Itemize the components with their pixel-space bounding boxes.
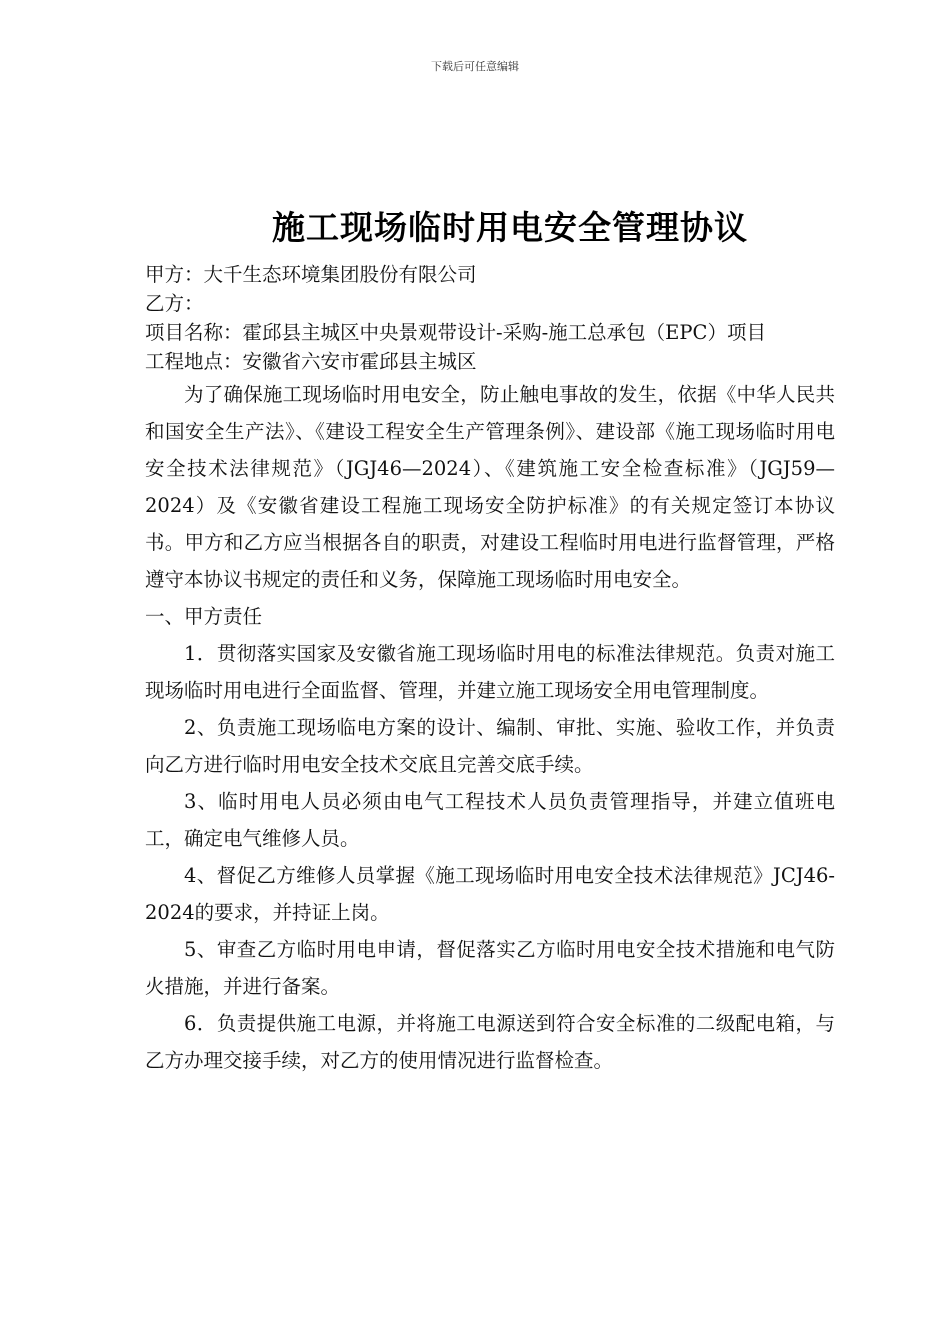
- clause-item: 6．负责提供施工电源，并将施工电源送到符合安全标准的二级配电箱，与乙方办理交接手续，对乙方的使用情况进行监督检查。: [145, 1012, 835, 1072]
- clause-item: 5、审查乙方临时用电申请，督促落实乙方临时用电安全技术措施和电气防火措施，并进行备案。: [145, 938, 835, 998]
- document-title: 施工现场临时用电安全管理协议: [272, 208, 748, 247]
- clause-item: 1．贯彻落实国家及安徽省施工现场临时用电的标准法律规范。负责对施工现场临时用电进行全面监督、管理，并建立施工现场安全用电管理制度。: [145, 642, 835, 702]
- document-body: [145, 260, 835, 1079]
- header-note: 下载后可任意编辑: [431, 60, 519, 73]
- clause-item: 2、负责施工现场临电方案的设计、编制、审批、实施、验收工作，并负责向乙方进行临时用电安全技术交底且完善交底手续。: [145, 716, 835, 776]
- section-heading: 一、甲方责任: [145, 605, 263, 628]
- party-a: 甲方：大千生态环境集团股份有限公司: [145, 263, 477, 286]
- project-location: 工程地点：安徽省六安市霍邱县主城区: [145, 350, 477, 373]
- clause-item: 4、督促乙方维修人员掌握《施工现场临时用电安全技术法律规范》JCJ46-2024的要求，并持证上岗。: [145, 864, 835, 924]
- project-name: 项目名称：霍邱县主城区中央景观带设计-采购-施工总承包（EPC）项目: [145, 321, 766, 344]
- party-info: [145, 260, 835, 376]
- party-b: 乙方：: [145, 292, 204, 315]
- clause-item: 3、临时用电人员必须由电气工程技术人员负责管理指导，并建立值班电工，确定电气维修人员。: [145, 790, 835, 850]
- intro-paragraph: 为了确保施工现场临时用电安全，防止触电事故的发生，依据《中华人民共和国安全生产法》、《建设工程安全生产管理条例》、建设部《施工现场临时用电安全技术法律规范》（JGJ46—2024）、《建筑施工安全检查标准》（JGJ59—2024）及《安徽省建设工程施工现场安全防护标准》的有关规定签订本协议书。甲方和乙方应当根据各自的职责，对建设工程临时用电进行监督管理，严格遵守本协议书规定的责任和义务，保障施工现场临时用电安全。: [145, 383, 835, 591]
